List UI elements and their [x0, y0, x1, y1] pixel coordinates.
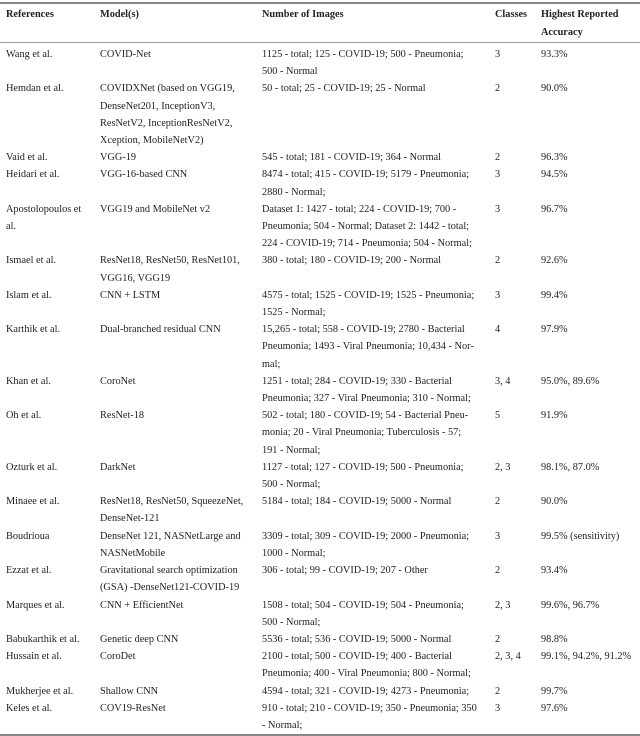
images-cell: Dataset 1: 1427 - total; 224 - COVID-19; 700 - Pneumonia; 504 - Normal; Dataset 2: 1442 - total; 224 - COVID-19; 714 - Pneumonia; 504 - Normal; [262, 203, 472, 250]
accuracy-cell: 99.1%, 94.2%, 91.2% [541, 651, 632, 663]
reference-cell: Vaid et al. [6, 152, 48, 164]
model-cell: CNN + LSTM [100, 289, 161, 301]
model-cell: VGG19 and MobileNet v2 [100, 203, 211, 215]
table-row [0, 43, 640, 81]
reference-cell: Ezzat et al. [6, 565, 52, 577]
header-models: Model(s) [100, 9, 139, 20]
classes-cell: 3 [495, 49, 501, 60]
classes-cell: 2 [495, 685, 501, 697]
images-cell: 50 - total; 25 - COVID-19; 25 - Normal [262, 83, 426, 95]
classes-cell: 2 [495, 565, 501, 577]
header-classes: Classes [495, 9, 528, 20]
accuracy-cell: 99.5% (sensitivity) [541, 530, 620, 542]
accuracy-cell: 99.7% [541, 685, 568, 697]
model-cell: Dual-branched residual CNN [100, 324, 221, 336]
reference-cell: Hussain et al. [6, 651, 62, 663]
accuracy-cell: 96.7% [541, 203, 568, 215]
table-row [0, 166, 640, 200]
reference-cell: Karthik et al. [6, 324, 61, 336]
classes-cell: 3 [495, 203, 501, 215]
table-body [0, 43, 640, 736]
header-row [0, 3, 640, 43]
model-cell: VGG-19 [100, 152, 137, 164]
classes-cell: 4 [495, 324, 501, 336]
model-cell: ResNet-18 [100, 410, 145, 422]
header-number-of-images: Number of Images [262, 9, 344, 20]
table-header [0, 3, 640, 43]
table-row [0, 321, 640, 373]
images-cell: 380 - total; 180 - COVID-19; 200 - Normal [262, 255, 442, 267]
table-row [0, 493, 640, 527]
table-row [0, 648, 640, 682]
reference-cell: Babukarthik et al. [6, 633, 80, 645]
accuracy-cell: 97.9% [541, 324, 568, 336]
accuracy-cell: 95.0%, 89.6% [541, 375, 600, 387]
images-cell: 306 - total; 99 - COVID-19; 207 - Other [262, 565, 428, 577]
accuracy-cell: 97.6% [541, 702, 568, 714]
classes-cell: 3, 4 [495, 375, 511, 387]
accuracy-cell: 91.9% [541, 410, 568, 422]
reference-cell: Wang et al. [6, 49, 53, 60]
accuracy-cell: 98.8% [541, 633, 568, 645]
table-row [0, 80, 640, 149]
reference-cell: Ismael et al. [6, 255, 57, 267]
accuracy-cell: 94.5% [541, 169, 568, 181]
model-cell: Gravitational search optimization (GSA) -DenseNet121-COVID-19 [100, 565, 240, 594]
table-row [0, 597, 640, 631]
images-cell: 545 - total; 181 - COVID-19; 364 - Normal [262, 152, 442, 164]
classes-cell: 2, 3 [495, 461, 511, 473]
table-row [0, 149, 640, 166]
header-references: References [6, 9, 54, 20]
images-cell: 1125 - total; 125 - COVID-19; 500 - Pneumonia; 500 - Normal [262, 49, 464, 78]
classes-cell: 2 [495, 633, 501, 645]
model-cell: COVIDXNet (based on VGG19, DenseNet201, InceptionV3, ResNetV2, InceptionResNetV2, Xception, MobileNetV2) [100, 83, 235, 147]
accuracy-cell: 98.1%, 87.0% [541, 461, 600, 473]
header-accuracy: Highest Reported Accuracy [541, 9, 619, 38]
model-cell: CoroNet [100, 375, 136, 387]
accuracy-cell: 93.4% [541, 565, 568, 577]
reference-cell: Ozturk et al. [6, 461, 58, 473]
model-cell: VGG-16-based CNN [100, 169, 188, 181]
images-cell: 1508 - total; 504 - COVID-19; 504 - Pneumonia; 500 - Normal; [262, 599, 464, 628]
table-row [0, 201, 640, 253]
model-cell: COV19-ResNet [100, 702, 166, 714]
classes-cell: 3 [495, 169, 501, 181]
images-cell: 1127 - total; 127 - COVID-19; 500 - Pneumonia; 500 - Normal; [262, 461, 464, 491]
classes-cell: 2, 3 [495, 599, 511, 611]
accuracy-cell: 99.4% [541, 289, 568, 301]
model-cell: COVID-Net [100, 49, 151, 60]
model-cell: DarkNet [100, 461, 136, 473]
table-row [0, 252, 640, 286]
table-row [0, 373, 640, 407]
reference-cell: Oh et al. [6, 410, 42, 422]
classes-cell: 2 [495, 255, 501, 267]
accuracy-cell: 90.0% [541, 496, 568, 508]
reference-cell: Marques et al. [6, 599, 65, 611]
images-cell: 1251 - total; 284 - COVID-19; 330 - Bacterial Pneumonia; 327 - Viral Pneumonia; 310 - Normal; [262, 375, 471, 405]
model-cell: Genetic deep CNN [100, 633, 179, 645]
images-cell: 15,265 - total; 558 - COVID-19; 2780 - Bacterial Pneumonia; 1493 - Viral Pneumonia; 10,434 - Nor- mal; [262, 324, 474, 370]
accuracy-cell: 92.6% [541, 255, 568, 267]
images-cell: 8474 - total; 415 - COVID-19; 5179 - Pneumonia; 2880 - Normal; [262, 169, 470, 198]
accuracy-cell: 99.6%, 96.7% [541, 599, 600, 611]
model-cell: DenseNet 121, NASNetLarge and NASNetMobile [100, 530, 241, 559]
table-row [0, 562, 640, 596]
classes-cell: 2 [495, 152, 501, 164]
model-cell: CoroDet [100, 651, 136, 663]
model-cell: ResNet18, ResNet50, SqueezeNet, DenseNet-121 [100, 496, 244, 525]
images-cell: 4594 - total; 321 - COVID-19; 4273 - Pneumonia; [262, 685, 470, 697]
reference-cell: Keles et al. [6, 702, 53, 714]
model-cell: ResNet18, ResNet50, ResNet101, VGG16, VGG19 [100, 255, 240, 284]
classes-cell: 2 [495, 496, 501, 508]
classes-cell: 3 [495, 702, 501, 714]
accuracy-cell: 90.0% [541, 83, 568, 95]
classes-cell: 5 [495, 410, 501, 422]
classes-cell: 3 [495, 289, 501, 301]
classes-cell: 3 [495, 530, 501, 542]
reference-cell: Apostolopoulos et al. [6, 203, 82, 233]
reference-cell: Minaee et al. [6, 496, 60, 508]
images-cell: 910 - total; 210 - COVID-19; 350 - Pneumonia; 350 - Normal; [262, 702, 477, 731]
table-row [0, 287, 640, 321]
images-cell: 4575 - total; 1525 - COVID-19; 1525 - Pneumonia; 1525 - Normal; [262, 289, 475, 319]
table-row [0, 407, 640, 459]
accuracy-cell: 93.3% [541, 49, 568, 60]
reference-cell: Heidari et al. [6, 169, 60, 181]
images-cell: 3309 - total; 309 - COVID-19; 2000 - Pneumonia; 1000 - Normal; [262, 530, 470, 559]
model-cell: CNN + EfficientNet [100, 599, 184, 611]
classes-cell: 2, 3, 4 [495, 651, 521, 663]
images-cell: 5536 - total; 536 - COVID-19; 5000 - Normal [262, 633, 452, 645]
accuracy-cell: 96.3% [541, 152, 568, 164]
table-row [0, 683, 640, 700]
images-cell: 5184 - total; 184 - COVID-19; 5000 - Normal [262, 496, 452, 508]
images-cell: 502 - total; 180 - COVID-19; 54 - Bacterial Pneu- monia; 20 - Viral Pneumonia; Tuberculosis - 57; 191 - Normal; [262, 410, 469, 456]
reference-cell: Khan et al. [6, 375, 51, 387]
table-row [0, 631, 640, 648]
model-cell: Shallow CNN [100, 685, 159, 697]
table-row [0, 700, 640, 735]
reference-cell: Boudrioua [6, 530, 50, 542]
table-row [0, 528, 640, 562]
classes-cell: 2 [495, 83, 501, 95]
covid-models-table [0, 2, 640, 736]
images-cell: 2100 - total; 500 - COVID-19; 400 - Bacterial Pneumonia; 400 - Viral Pneumonia; 800 - Normal; [262, 651, 471, 680]
reference-cell: Islam et al. [6, 289, 52, 301]
table-row [0, 459, 640, 493]
reference-cell: Mukherjee et al. [6, 685, 74, 697]
reference-cell: Hemdan et al. [6, 83, 64, 95]
